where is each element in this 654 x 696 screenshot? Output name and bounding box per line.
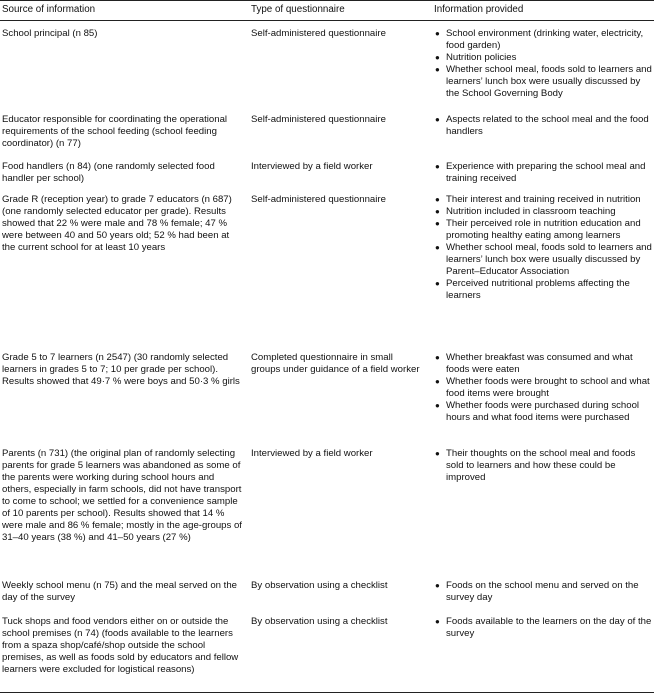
- row-type: By observation using a checklist: [251, 580, 388, 591]
- row-source: Educator responsible for coordinating the operational requirements of the school feeding (school feeding coordinator) (n 77): [2, 114, 228, 149]
- bottom-rule: [0, 692, 654, 693]
- row-type: Self-administered questionnaire: [251, 114, 386, 125]
- header-info: Information provided: [434, 4, 524, 15]
- row-source: Grade R (reception year) to grade 7 educators (n 687) (one randomly selected educator per grade). Results showed that 22 % were male and 78 % female; 47 % were between 40 and 50 years old; 52 % had been at the current school for at least 10 years: [2, 194, 232, 253]
- row-info-list: [434, 194, 652, 302]
- top-rule: [0, 0, 654, 1]
- header-rule: [0, 20, 654, 21]
- row-info-list: [434, 28, 652, 100]
- info-item: ● Perceived nutritional problems affecting the learners: [434, 278, 652, 302]
- row-info-list: [434, 448, 652, 484]
- info-item: ● School environment (drinking water, electricity, food garden): [434, 28, 652, 52]
- row-type: Self-administered questionnaire: [251, 28, 386, 39]
- info-item: ● Whether foods were purchased during school hours and what food items were purchased: [434, 400, 652, 424]
- info-item: ● Their interest and training received in nutrition: [434, 194, 652, 206]
- header-source: Source of information: [2, 4, 96, 15]
- row-info-list: [434, 580, 652, 604]
- info-item: ● Whether school meal, foods sold to learners and learners’ lunch box were usually discussed by the School Governing Body: [434, 64, 652, 100]
- info-item: ● Nutrition included in classroom teaching: [434, 206, 652, 218]
- row-info-list: [434, 114, 652, 138]
- row-info-list: [434, 616, 652, 640]
- info-item: ● Whether foods were brought to school and what food items were brought: [434, 376, 652, 400]
- row-source: School principal (n 85): [2, 28, 98, 39]
- info-item: ● Whether school meal, foods sold to learners and learners’ lunch box were usually discussed by Parent–Educator Association: [434, 242, 652, 278]
- row-type: Interviewed by a field worker: [251, 161, 373, 172]
- row-source: Parents (n 731) (the original plan of randomly selecting parents for grade 5 learners was abandoned as some of the parents were working during school hours and others, especially in farm schools, did not have transport to come to school; we settled for a convenience sample of 10 parents per school). Results showed that 14 % were male and 86 % female; mostly in the age-groups of 31–40 years (38 %) and 41–50 years (27 %): [2, 448, 242, 543]
- info-item: ● Foods on the school menu and served on the survey day: [434, 580, 652, 604]
- row-type: By observation using a checklist: [251, 616, 388, 627]
- row-type: Completed questionnaire in small groups under guidance of a field worker: [251, 352, 420, 375]
- info-item: ● Foods available to the learners on the day of the survey: [434, 616, 652, 640]
- row-source: Tuck shops and food vendors either on or outside the school premises (n 74) (foods available to the learners from a spaza shop/café/shop outside the school premises, as well as foods sold by educators and fellow learners were excluded for logistical reasons): [2, 616, 239, 675]
- row-source: Grade 5 to 7 learners (n 2547) (30 randomly selected learners in grades 5 to 7; 10 per grade per school). Results showed that 49·7 % were boys and 50·3 % girls: [2, 352, 240, 387]
- info-item: ● Nutrition policies: [434, 52, 652, 64]
- row-info-list: [434, 161, 652, 185]
- info-item: ● Their perceived role in nutrition education and promoting healthy eating among learners: [434, 218, 652, 242]
- row-type: Interviewed by a field worker: [251, 448, 373, 459]
- info-item: ● Aspects related to the school meal and the food handlers: [434, 114, 652, 138]
- row-info-list: [434, 352, 652, 424]
- header-type: Type of questionnaire: [251, 4, 345, 15]
- row-type: Self-administered questionnaire: [251, 194, 386, 205]
- info-item: ● Their thoughts on the school meal and foods sold to learners and how these could be improved: [434, 448, 652, 484]
- row-source: Weekly school menu (n 75) and the meal served on the day of the survey: [2, 580, 237, 603]
- row-source: Food handlers (n 84) (one randomly selected food handler per school): [2, 161, 215, 184]
- info-item: ● Whether breakfast was consumed and what foods were eaten: [434, 352, 652, 376]
- info-item: ● Experience with preparing the school meal and training received: [434, 161, 652, 185]
